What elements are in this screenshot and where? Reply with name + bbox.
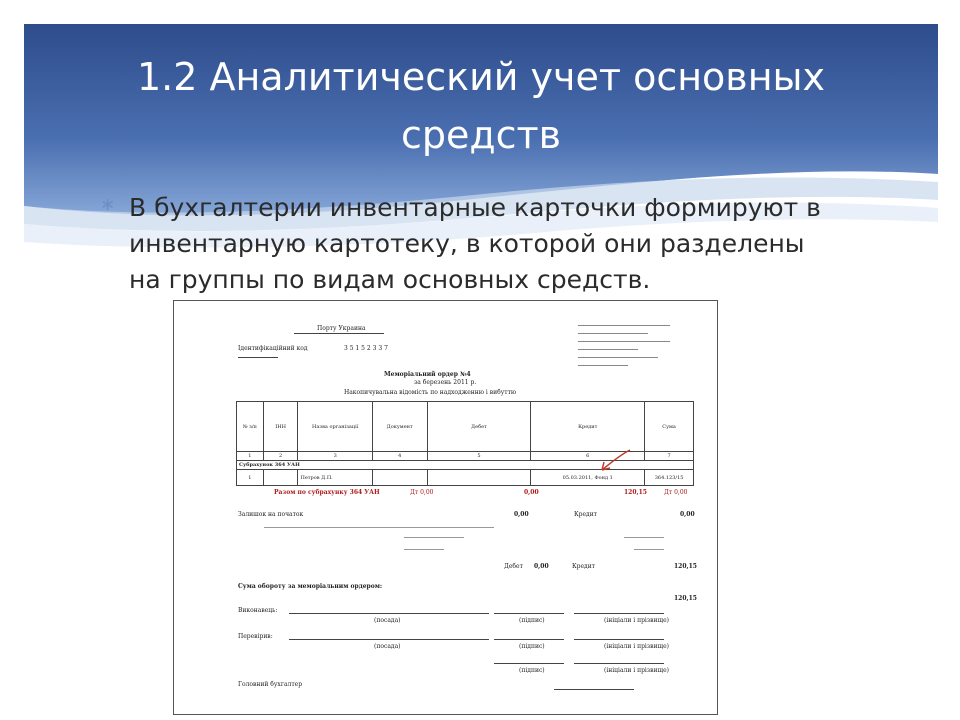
doc-sig-caption: (підпис) [519,643,545,650]
doc-cell: Петров Д.П. [298,470,372,486]
bullet-text [129,190,869,298]
doc-signer-label: Головний бухгалтер [238,681,303,688]
doc-kt-value: 120,15 [674,563,697,570]
doc-total-right: Дт 0,00 [664,489,688,496]
doc-order-subtitle: Накопичувальна відомість по надходженню і вибуттю [344,389,517,396]
doc-total-sum: 120,15 [624,489,647,496]
doc-order-date: за березень 2011 р. [414,379,477,386]
doc-col-number: 1 [237,452,264,461]
doc-summary-right: 0,00 [680,511,695,518]
bullet-line: В бухгалтерии инвентарные карточки формируют в [129,193,821,222]
doc-total-mid: 0,00 [524,489,539,496]
doc-col-header: Кредит [531,402,645,452]
doc-col-header: ІНН [263,402,298,452]
doc-signer-label: Перевірив: [238,633,273,640]
doc-summary-kt: Кредит [574,511,598,518]
doc-sig-caption: (ініціали і прізвище) [604,617,669,624]
doc-sig-caption: (посада) [374,617,401,624]
doc-col-header: Назва організації [298,402,372,452]
doc-cell: 364.123/15 [645,470,694,486]
doc-col-header: Дебет [427,402,531,452]
slide-title-line2: средств [400,113,562,157]
doc-col-header: № з/п [237,402,264,452]
doc-cell: 1 [237,470,264,486]
doc-col-number: 3 [298,452,372,461]
doc-col-number: 7 [645,452,694,461]
bullet-line: инвентарную картотеку, в которой они разделены [129,229,805,258]
doc-bottom-sum: 120,15 [674,595,697,602]
doc-col-header: Сума [645,402,694,452]
doc-col-number: 2 [263,452,298,461]
slide-title [24,48,938,164]
doc-col-number: 4 [372,452,427,461]
bullet-marker-icon: ∗ [100,194,116,215]
doc-total-label: Разом по субрахунку 364 УАН [274,489,380,496]
slide-title-line1: 1.2 Аналитический учет основных [136,55,826,99]
doc-col-number: 6 [531,452,645,461]
doc-code-value: 3 5 1 5 2 3 3 7 [344,345,388,352]
bullet-line: на группы по видам основных средств. [129,265,651,294]
doc-col-header: Документ [372,402,427,452]
doc-dt-value: 0,00 [534,563,549,570]
doc-section-label: Субрахунок 364 УАН [237,461,694,470]
doc-dt-label: Дебет [504,563,523,570]
doc-col-number: 5 [427,452,531,461]
doc-sig-caption: (ініціали і прізвище) [604,667,669,674]
doc-sig-caption: (ініціали і прізвище) [604,643,669,650]
doc-bottom-label: Сума обороту за меморіальним ордером: [238,583,383,590]
doc-ministry: Порту Украина [317,325,366,332]
doc-signer-label: Виконавець: [238,607,278,614]
doc-summary-label: Залишок на початок [238,511,304,518]
doc-sig-caption: (підпис) [519,617,545,624]
memorial-order-document-image [173,300,718,715]
red-arrow-icon [594,446,634,476]
doc-sig-caption: (посада) [374,643,401,650]
doc-cell: 05.03.2011, Фонд 1 [531,470,645,486]
doc-kt-label: Кредит [572,563,596,570]
doc-code-label: Ідентифікаційний код [238,345,308,352]
doc-summary-mid: 0,00 [514,511,529,518]
doc-total-debit: Дт 0,00 [410,489,434,496]
doc-sig-caption: (підпис) [519,667,545,674]
doc-order-title: Меморіальний ордер №4 [384,371,471,378]
